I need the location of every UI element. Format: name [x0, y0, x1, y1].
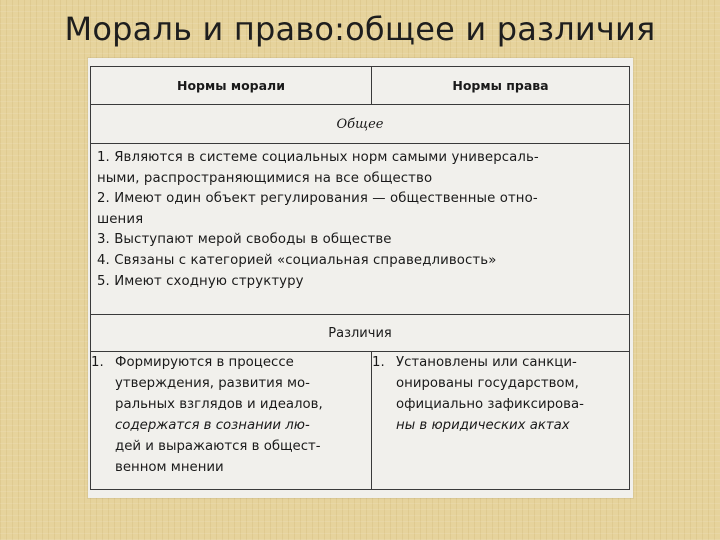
difference-item [91, 352, 371, 478]
difference-number: 1. [372, 355, 385, 370]
difference-line: венном мнении [115, 460, 224, 475]
difference-line: ральных взглядов и идеалов, [115, 397, 323, 412]
difference-line: Установлены или санкци- [396, 355, 577, 370]
differences-morality-cell [91, 352, 372, 490]
common-item-line: 4. Связаны с категорией «социальная справедливость» [97, 252, 497, 268]
common-item-line: 5. Имеют сходную структуру [97, 273, 304, 289]
differences-law-cell [372, 352, 630, 490]
difference-line: содержатся в сознании лю- [115, 418, 310, 433]
common-item-line: шения [97, 211, 144, 227]
section-common-row [91, 105, 630, 144]
difference-text [115, 352, 371, 478]
difference-line: официально зафиксирова- [396, 397, 584, 412]
difference-item [372, 352, 629, 436]
slide-title: Мораль и право:общее и различия [64, 10, 656, 48]
difference-number: 1. [91, 355, 104, 370]
header-morality-norms: Нормы морали [91, 67, 372, 105]
difference-line: ны в юридических актах [396, 418, 570, 433]
common-items-cell [91, 144, 630, 315]
common-item-line: 3. Выступают мерой свободы в обществе [97, 232, 392, 248]
header-law-norms: Нормы права [372, 67, 630, 105]
common-items-row [91, 144, 630, 315]
section-differences-row [91, 315, 630, 352]
common-item-line: 1. Являются в системе социальных норм самыми универсаль- [97, 150, 539, 165]
difference-line: дей и выражаются в общест- [115, 439, 321, 454]
difference-text [396, 352, 629, 436]
section-differences-title: Различия [91, 315, 630, 352]
differences-row [91, 352, 630, 490]
common-item-line: ными, распространяющимися на все общество [97, 170, 433, 186]
scanned-table-image [88, 58, 633, 498]
table-header-row [91, 67, 630, 105]
difference-line: утверждения, развития мо- [115, 376, 310, 391]
common-item-line: 2. Имеют один объект регулирования — общественные отно- [97, 191, 538, 207]
difference-line: Формируются в процессе [115, 355, 294, 370]
difference-line: онированы государством, [396, 376, 579, 391]
comparison-table [90, 66, 630, 490]
section-common-title: Общее [91, 105, 630, 144]
